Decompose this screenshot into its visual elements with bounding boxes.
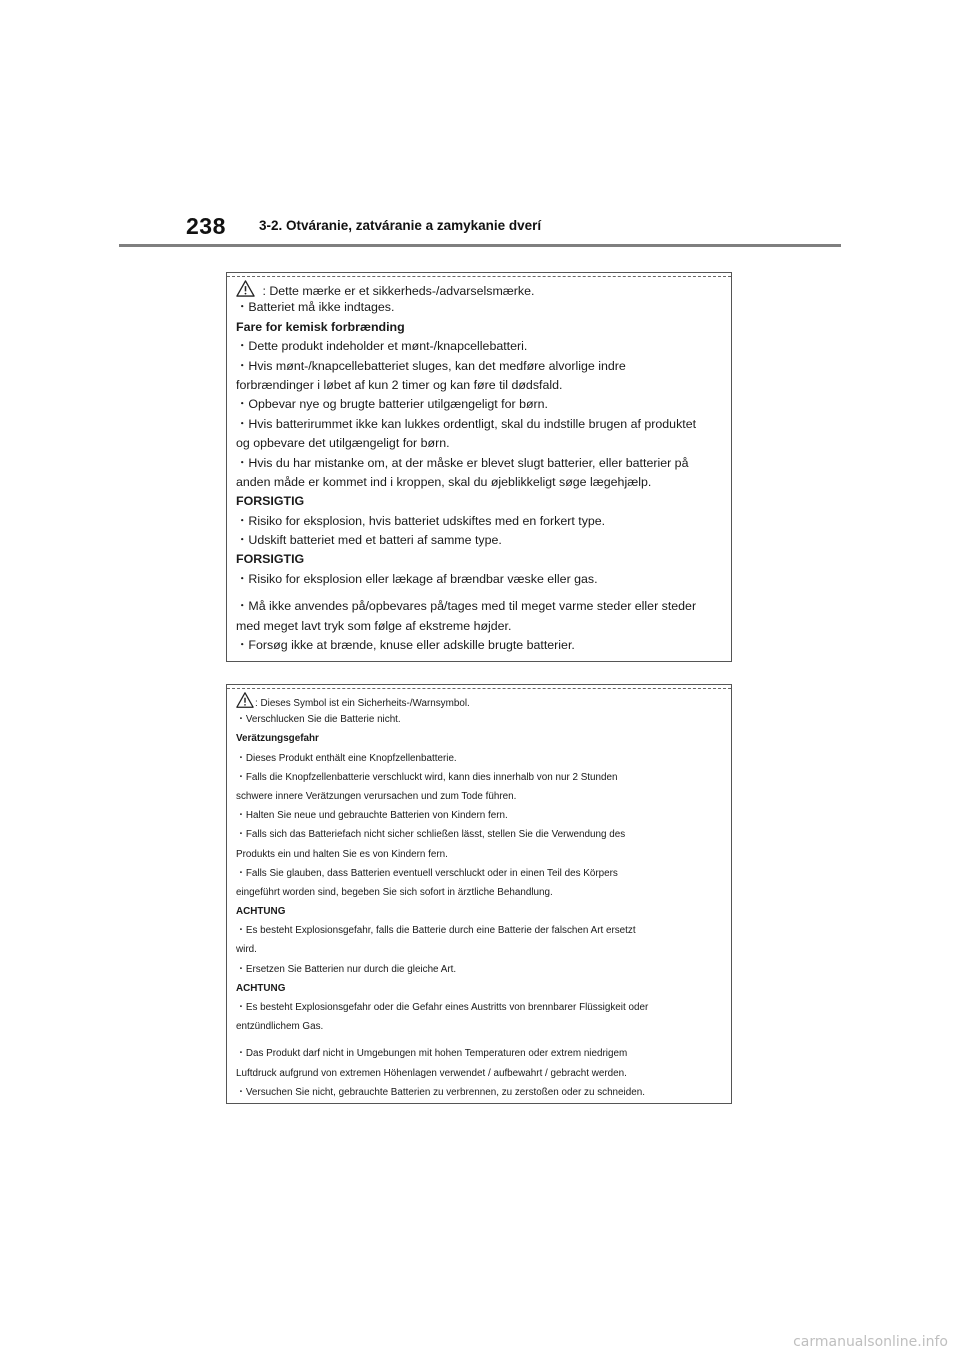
warning-text-line: ・Opbevar nye og brugte batterier utilgængeligt for børn. xyxy=(236,397,548,412)
warning-text-line: ・Verschlucken Sie die Batterie nicht. xyxy=(236,714,401,726)
page-number: 238 xyxy=(186,213,226,239)
warning-text-line: og opbevare det utilgængeligt for børn. xyxy=(236,436,450,451)
section-title: 3-2. Otváranie, zatváranie a zamykanie dverí xyxy=(259,218,542,233)
warning-text-line: eingeführt worden sind, begeben Sie sich sofort in ärztliche Behandlung. xyxy=(236,886,553,898)
warning-text-line: ・Forsøg ikke at brænde, knuse eller adskille brugte batterier. xyxy=(236,638,575,653)
warning-text-line: ・Falls Sie glauben, dass Batterien eventuell verschluckt oder in einen Teil des Körpers xyxy=(236,867,618,879)
warning-heading: ACHTUNG xyxy=(236,982,286,994)
danish-warning-box xyxy=(226,272,732,662)
warning-text-line: ・Risiko for eksplosion eller lækage af brændbar væske eller gas. xyxy=(236,571,598,586)
warning-text-line: ・Das Produkt darf nicht in Umgebungen mit hohen Temperaturen oder extrem niedrigem xyxy=(236,1048,628,1060)
header-divider xyxy=(119,244,841,247)
warning-text-line: ・Hvis du har mistanke om, at der måske er blevet slugt batterier, eller batterier på xyxy=(236,455,689,470)
blank-line xyxy=(236,1036,727,1044)
warning-heading: ACHTUNG xyxy=(236,906,286,918)
symbol-explanation-text: : Dette mærke er et sikkerheds-/advarselsmærke. xyxy=(259,284,535,298)
warning-text-line: Luftdruck aufgrund von extremen Höhenlagen verwendet / aufbewahrt / gebracht werden. xyxy=(236,1067,627,1079)
warning-text-line: ・Halten Sie neue und gebrauchte Batterien von Kindern fern. xyxy=(236,810,508,822)
warning-text-line: ・Es besteht Explosionsgefahr oder die Gefahr eines Austritts von brennbarer Flüssigkeit oder xyxy=(236,1002,649,1013)
warning-text-line: ・Dieses Produkt enthält eine Knopfzellenbatterie. xyxy=(236,752,457,764)
warning-text-line: anden måde er kommet ind i kroppen, skal du øjeblikkeligt søge lægehjælp. xyxy=(236,474,652,489)
warning-text-line: forbrændinger i løbet af kun 2 timer og kan føre til dødsfald. xyxy=(236,377,563,392)
warning-text-line: ・Må ikke anvendes på/opbevares på/tages med til meget varme steder eller steder xyxy=(236,599,697,614)
german-warning-lines xyxy=(236,691,727,1102)
warning-text-line: wird. xyxy=(236,944,257,956)
warning-text-line: ・Hvis mønt-/knapcellebatteriet sluges, kan det medføre alvorlige indre xyxy=(236,358,626,373)
page-header xyxy=(0,0,960,250)
symbol-explanation-line xyxy=(236,691,727,710)
warning-heading: Verätzungsgefahr xyxy=(236,733,319,745)
warning-text-line: ・Falls sich das Batteriefach nicht sicher schließen lässt, stellen Sie die Verwendung des xyxy=(236,829,626,841)
warning-triangle-icon xyxy=(236,279,255,298)
warning-text-line: ・Udskift batteriet med et batteri af samme type. xyxy=(236,533,502,548)
warning-text-line: med meget lavt tryk som følge af ekstreme højder. xyxy=(236,618,512,633)
warning-text-line: Produkts ein und halten Sie es von Kindern fern. xyxy=(236,848,448,860)
warning-heading: Fare for kemisk forbrænding xyxy=(236,319,405,334)
symbol-explanation-line xyxy=(236,279,727,298)
warning-text-line: ・Dette produkt indeholder et mønt-/knapcellebatteri. xyxy=(236,339,528,354)
warning-text-line: ・Risiko for eksplosion, hvis batteriet udskiftes med en forkert type. xyxy=(236,513,606,528)
warning-text-line: ・Hvis batterirummet ikke kan lukkes ordentligt, skal du indstille brugen af produktet xyxy=(236,416,697,431)
symbol-explanation-text: : Dieses Symbol ist ein Sicherheits-/Warnsymbol. xyxy=(255,698,470,709)
warning-text-line: ・Ersetzen Sie Batterien nur durch die gleiche Art. xyxy=(236,963,457,975)
blank-line xyxy=(236,589,727,597)
warning-heading: FORSIGTIG xyxy=(236,494,305,509)
warning-text-line: ・Es besteht Explosionsgefahr, falls die Batterie durch eine Batterie der falschen Art ersetzt xyxy=(236,925,636,937)
warning-text-line: ・Versuchen Sie nicht, gebrauchte Batterien zu verbrennen, zu zerstoßen oder zu schneiden. xyxy=(236,1086,645,1098)
warning-triangle-icon xyxy=(236,691,254,710)
warning-text-line: entzündlichem Gas. xyxy=(236,1021,324,1033)
warning-text-line: schwere innere Verätzungen verursachen und zum Tode führen. xyxy=(236,790,517,802)
warning-heading: FORSIGTIG xyxy=(236,552,305,567)
danish-warning-lines xyxy=(236,279,727,655)
warning-text-line: ・Falls die Knopfzellenbatterie verschluckt wird, kann dies innerhalb von nur 2 Stunden xyxy=(236,771,618,783)
warning-text-line: ・Batteriet må ikke indtages. xyxy=(236,300,395,315)
german-warning-box xyxy=(226,684,732,1104)
watermark-text: carmanualsonline.info xyxy=(793,1334,948,1350)
